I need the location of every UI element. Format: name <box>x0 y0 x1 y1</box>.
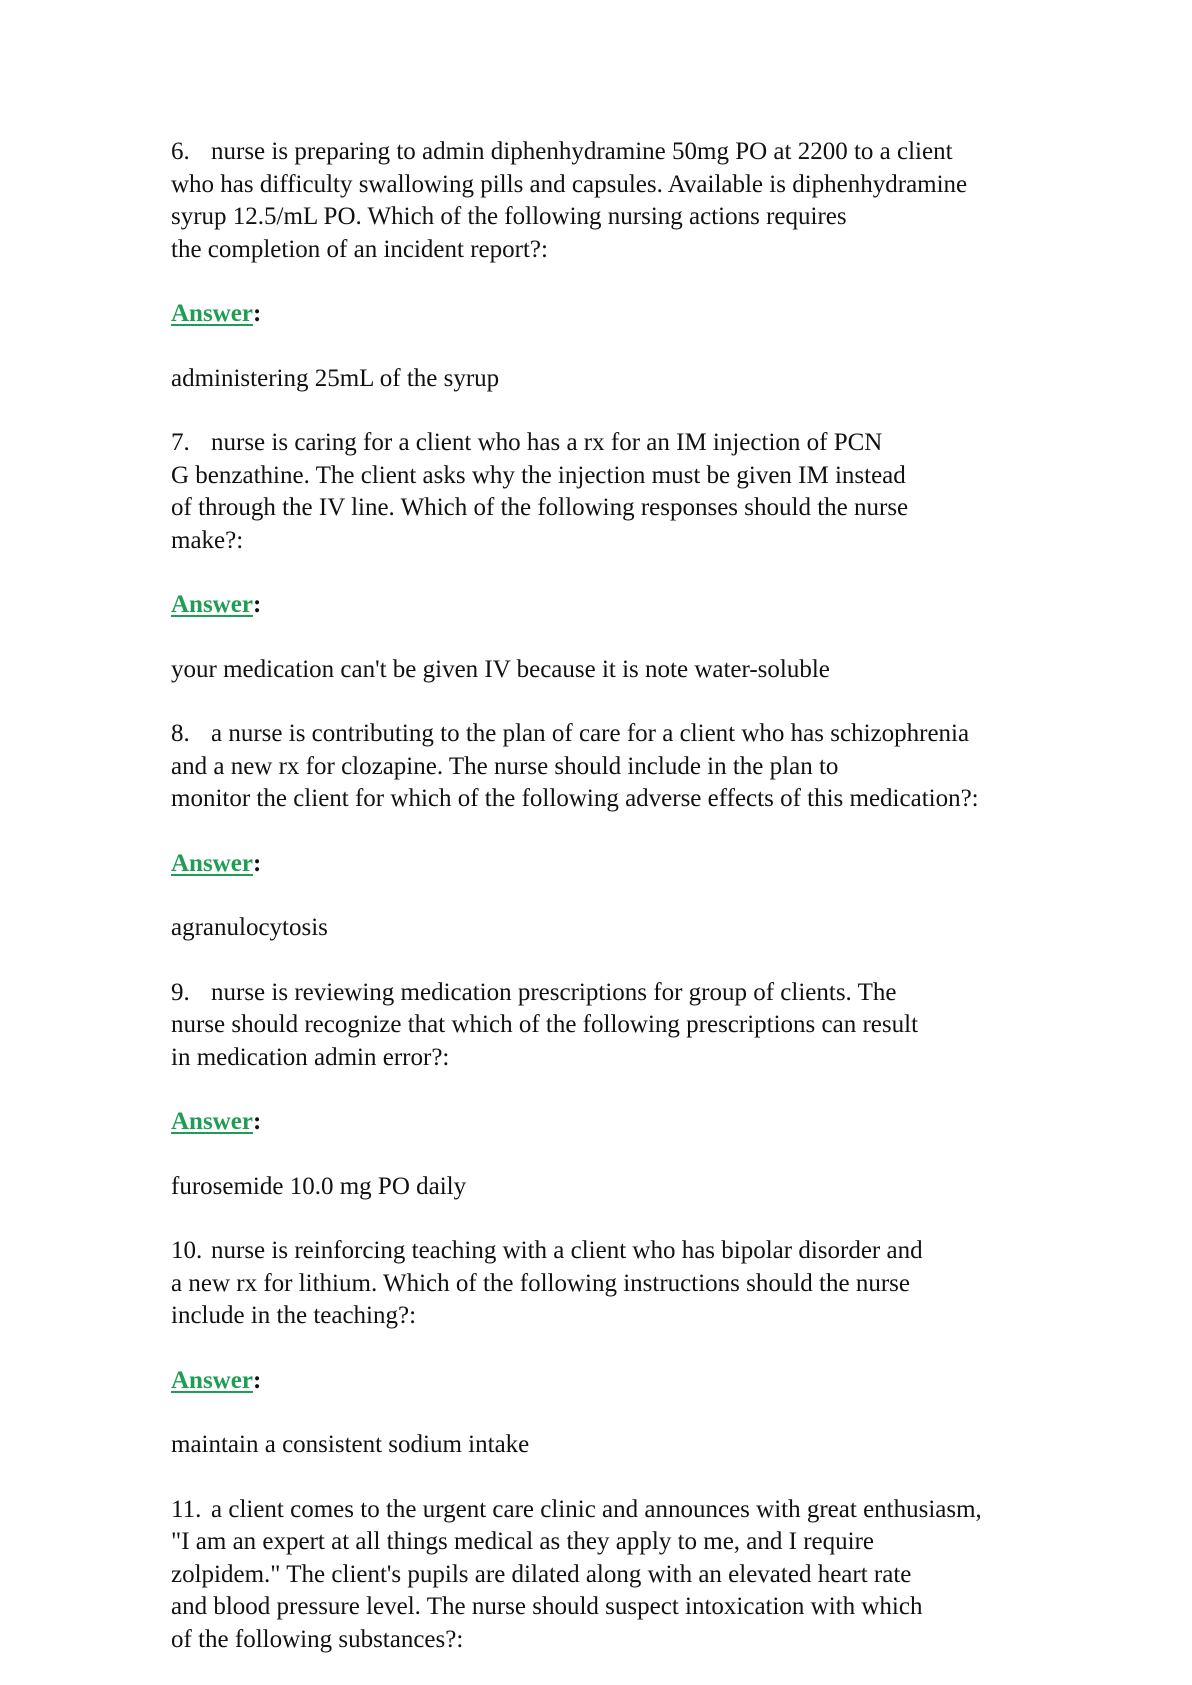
answer-heading <box>171 848 1091 881</box>
answer-colon: : <box>252 1108 262 1135</box>
answer-text-8: agranulocytosis <box>171 914 328 941</box>
question-number: 11. <box>171 1495 202 1523</box>
qa-item-11 <box>171 1494 1091 1657</box>
question-number: 6. <box>171 138 190 165</box>
question-text: nurse is caring for a client who has a rx for an IM injection of PCN G benzathine. The client asks why the injection must be given IM instead of through the IV line. Which of the following responses should the nurse make?: <box>171 429 909 554</box>
qa-item-6 <box>171 136 1091 395</box>
answer-heading <box>171 589 1091 622</box>
answer-link[interactable]: Answer <box>171 591 253 618</box>
question-number: 8. <box>171 720 190 747</box>
answer-link[interactable]: Answer <box>171 1366 253 1394</box>
question-number: 10. <box>171 1237 203 1264</box>
question-11 <box>171 1494 1091 1657</box>
answer-colon: : <box>252 300 262 327</box>
question-number: 7. <box>171 429 190 456</box>
question-text: nurse is reinforcing teaching with a client who has bipolar disorder and a new rx for lithium. Which of the following instructions should the nurse include in the teaching?: <box>171 1237 923 1329</box>
answer-text-10: maintain a consistent sodium intake <box>171 1431 530 1458</box>
qa-item-7 <box>171 427 1091 686</box>
question-8 <box>171 718 1091 816</box>
answer-text-6: administering 25mL of the syrup <box>171 364 500 392</box>
qa-item-10 <box>171 1235 1091 1462</box>
question-text: a nurse is contributing to the plan of care for a client who has schizophrenia and a new rx for clozapine. The nurse should include in the plan to monitor the client for which of the following adverse effects of this medication?: <box>171 720 979 812</box>
question-text: nurse is preparing to admin diphenhydramine 50mg PO at 2200 to a client who has difficulty swallowing pills and capsules. Available is diphenhydramine syrup 12.5/mL PO. Which of the following nursing actions requires the completion of an incident report?: <box>171 138 968 263</box>
qa-list <box>171 136 1091 1656</box>
answer-link[interactable]: Answer <box>171 300 253 327</box>
answer-heading <box>171 298 1091 331</box>
qa-item-9 <box>171 977 1091 1204</box>
qa-item-8 <box>171 718 1091 945</box>
answer-colon: : <box>252 849 262 877</box>
question-9 <box>171 977 1091 1075</box>
question-10 <box>171 1235 1091 1333</box>
answer-link[interactable]: Answer <box>171 1108 253 1135</box>
answer-heading <box>171 1365 1091 1398</box>
question-6 <box>171 136 1091 266</box>
question-text: nurse is reviewing medication prescriptions for group of clients. The nurse should recognize that which of the following prescriptions can result in medication admin error?: <box>171 978 919 1071</box>
answer-colon: : <box>252 591 262 618</box>
question-text: a client comes to the urgent care clinic and announces with great enthusiasm, "I am an expert at all things medical as they apply to me, and I require zolpidem." The client's pupils are dilated along with an elevated heart rate and blood pressure level. The nurse should suspect intoxication with which of the following substances?: <box>171 1495 982 1653</box>
answer-heading <box>171 1106 1091 1139</box>
answer-text-7: your medication can't be given IV because it is note water-soluble <box>171 655 830 683</box>
answer-colon: : <box>252 1366 262 1394</box>
question-number: 9. <box>171 978 190 1006</box>
answer-link[interactable]: Answer <box>171 849 253 877</box>
answer-text-9: furosemide 10.0 mg PO daily <box>171 1172 467 1200</box>
question-7 <box>171 427 1091 557</box>
